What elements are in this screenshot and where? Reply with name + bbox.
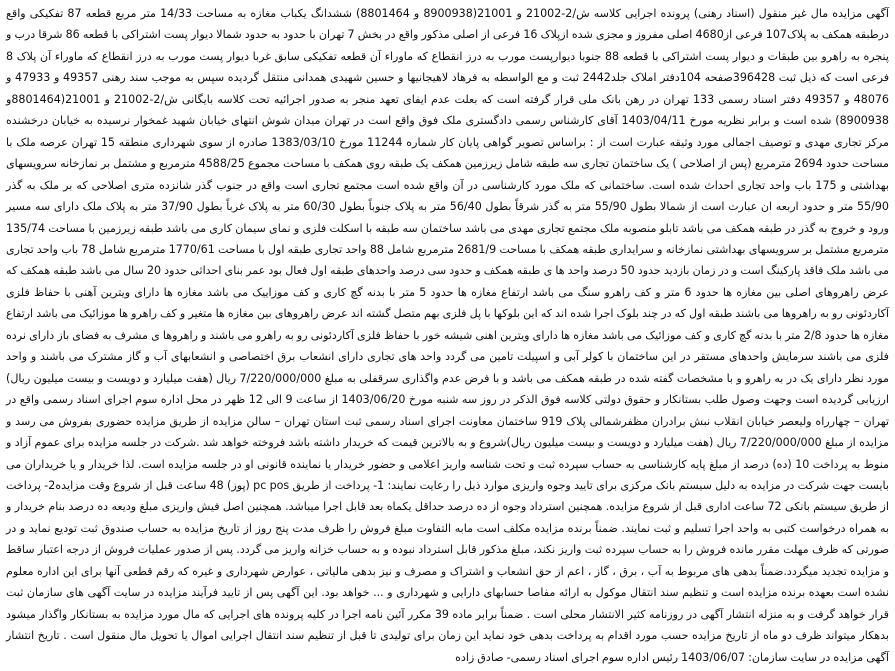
auction-notice-text: آگهی مزایده مال غیر منقول (اسناد رهنی) پرونده اجرایی کلاسه ش/2-21002 و 21001(8900938 و 8801464) ششدانگ یکباب مغازه به مساحت 14/33 متر مربع قطعه 87 تفکیکی واقع درطبقه همکف به پلاک107 فرعی از4680 اصلی مفروز و مجزی شده ازپلاک 16 فرعی از اصلی مذکور واقع در بخش 7 تهران با حدود به حدود شمالا دیوار پست اشتراکی با قطعه 86 شرقا درب و پنجره به راهرو بین طبقات و دیوار پست اشتراکی با قطعه 88 جنوبا دیوارپست مورب به درز انقطاع که ماوراء آن قطعه تفکیکی سابق غربا دیوار پست مورب به درز انقطاع که ماوراء آن پلاک 8 فرعی است که ذیل ثبت 396428صفحه 104دفتر املاک جلد2442 ثبت و مع الواسطه به فرهاد لاهیجانیها و حسین شهیدی همدانی منتقل گردیده سپس به موجب سند رهنی 49357 و 47933 و 48076 و 49357 دفتر اسناد رسمی 133 تهران در رهن بانک ملی قرار گرفته است که بعلت عدم ایفای تعهد منجر به صدور اجرائیه تحت کلاسه بایگانی ش/2-21002 و 21001(8801464و 8900938) شده است و برابر نظریه مورخ 1403/04/11 آقای کارشناس رسمی دادگستری ملک فوق واقع است در تهران میدان شوش انتهای خیابان شهید غمخوار نرسیده به خیابان درخشنده مرکز تجاری مهدی و توصیف اجمالی مورد وثیقه عبارت است از : براساس تصویر گواهی پایان کار شماره 11244 مورخ 1383/03/10 صادره از سوی شهرداری منطقه 15 تهران عرصه ملک با مساحت حدود 2694 مترمربع (پس از اصلاحی ) یک ساختمان تجاری سه طبقه شامل زیرزمین همکف یک طبقه روی همکف با مساحت مجموع 4588/25 مترمربع و مشتمل بر نمازخانه سرویسهای بهداشتی و 175 باب واحد تجاری احداث شده است. ساختمانی که ملک مورد کارشناسی در آن واقع شده است مجتمع تجاری است واقع در جنوب گذر شانزده متری اصلاحی که بر ملک به گذر 55/90 متر و حدود اربعه ان عبارت است از شمالا بطول 55/90 متر به گذر شرقاً بطول 56/40 متر به پلاک جنوباً بطول 60/30 متر به پلاک غرباً بطول 37/90 متر به پلاک ملک دارای سه مسیر ورود و خروج به گذر در طبقه همکف می باشد تابلو منصوبه ملک مجتمع تجاری مهدی می باشد ساختمان سه طبقه با اسکلت فلزی و نمای سیمان کاری می باشد طبقه زیرزمین با مساحت 135/74 مترمربع مشتمل بر سرویسهای بهداشتی نمازخانه و سرایداری طبقه همکف با مساحت 2681/9 مترمربع شامل 88 واحد تجاری طبقه اول با مساحت 1770/61 مترمربع شامل 78 باب واحد تجاری می باشد ملک فاقد پارکینگ است و در زمان بازدید حدود 50 درصد واحد ها ی طبقه همکف و حدود سی درصد واحدهای طبقه اول فعال بود عمر بنای احداثی حدود 20 سال می باشد طبقه همکف که عرض راهروهای اصلی بین مغازه ها حدود 6 متر و کف راهرو سنگ می باشد ارتفاع مغازه ها حدود 5 متر با بدنه گچ کاری و کف موزاییک می باشد مغازه ها دارای ویترین آهنی با حفاظ فلزی آکاردئونی رو به راهروها می باشند طبقه اول که در چند بلوک اجرا شده اند که این بلوکها با پل فلزی بهم متصل گشته اند عرض راهروهای بین مغازه ها متغیر و کف راهرو ها موزائیک می باشد ارتفاع مغازه ها حدود 2/8 متر با بدنه گچ کاری و کف موزائیک می باشد مغازه ها دارای ویترین اهنی شیشه خور با حفاظ فلزی آکاردئونی رو به راهرو می باشند و راهروها ی مشرف به فضای باز دارای نرده فلزی می باشند سرمایش واحدهای مستقر در این ساختمان با کولر آبی و اسپیلت تامین می گردد واحد های تجاری دارای انشعاب برق اختصاصی و انشعابهای آب و گاز مشترک می باشند و واحد مورد نظر دارای یک در به راهرو و با مشخصات گفته شده در طبقه همکف می باشد و با فرض عدم واگذاری سرقفلی به مبلغ 7/220/000/000 ریال (هفت میلیارد و دویست و بیست میلیون ریال) ارزیابی گردیده است وجهت وصول طلب بستانکار و حقوق دولتی کلاسه فوق الذکر در روز سه شنبه مورخ 1403/06/20 از ساعت 9 الی 12 ظهر در محل اداره سوم اجرای اسناد رسمی واقع در تهران – چهارراه ولیعصر خیابان انقلاب نبش برادران مظفرشمالی پلاک 919 ساختمان معاونت اجرای اسناد رسمی ثبت استان تهران – سالن مزایده از طریق مزایده حضوری بفروش می رسد و مزایده از مبلغ 7/220/000/000 ریال (هفت میلیارد و دویست و بیست میلیون ریال)شروع و به بالاترین قیمت که خریدار داشته باشد فروخته خواهد شد .شرکت در جلسه مزایده برای عموم آزاد و منوط به پرداخت 10 (ده) درصد از مبلغ پایه کارشناسی به حساب سپرده ثبت و تحت شناسه واریز اعلامی و حضور خریدار یا نماینده قانونی او در جلسه مزایده است. لذا خریدار و یا خریداران می بایست جهت شرکت در مزایده به دلیل سیستم بانک مرکزی برای تایید وجوه واریزی موارد ذیل را رعایت نمایند: 1- پرداخت از طریق pc pos (پوز) 48 ساعت قبل از شروع وقت مزایده2- پرداخت از طریق سیستم بانکی 72 ساعت اداری قبل از شروع مزایده. همچنین استرداد وجوه از ده درصد حداقل یکماه بعد قابل اجرا میباشد. همچنین اصل فیش واریزی مبلغ ودیعه ده درصد بنام خریدار و به همراه درخواست کتبی به واحد اجرا تسلیم و ثبت نمایند. ضمناً برنده مزایده مکلف است مابه التفاوت مبلغ فروش را ظرف مدت پنج روز از تاریخ مزایده به حساب صندوق ثبت تودیع نماید و در صورتی که ظرف مهلت مقرر مانده فروش را به حساب سپرده ثبت واریز نکند، مبلغ مذکور قابل استرداد نبوده و به حساب خزانه واریز می گردد. پس از صدور عملیات فروش از درجه اعتبار ساقط و مزایده تجدید میگردد.ضمناً بدهی های مربوط به آب ، برق ، گاز ، اعم از حق انشعاب و اشتراک و مصرف و نیز بدهی مالیاتی ، عوارض شهرداری و غیره که رقم قطعی آنها برای این اداره معلوم نشده است بعهده برنده مزایده است و تنظیم سند انتقال موکول به ارائه مفاصا حسابهای دارایی و شهرداری و ... خواهد بود. این آگهی پس از تایید فرآیند مزایده در سایت آگهی های سازمان ثبت قرار خواهد گرفت و به منزله انتشار آگهی در روزنامه کثیر الانتشار محلی است . ضمناً برابر ماده 39 مکرر آئین نامه اجرا در کلیه پرونده های اجرایی که مال مورد مزایده به بستانکار واگذار میشود بدهکار میتواند ظرف دو ماه از تاریخ مزایده حسب مورد اقدام به پرداخت بدهی خود نماید این زمان برای تولیدی تا قبل از تنظیم سند انتقال اجرایی اموال یا تحویل مال منقول است . تاریخ انتشار آگهی مزایده در سایت سازمان: 1403/06/07 رئیس اداره سوم اجرای اسناد رسمی- صادق زاده bbox=[6, 7, 890, 664]
